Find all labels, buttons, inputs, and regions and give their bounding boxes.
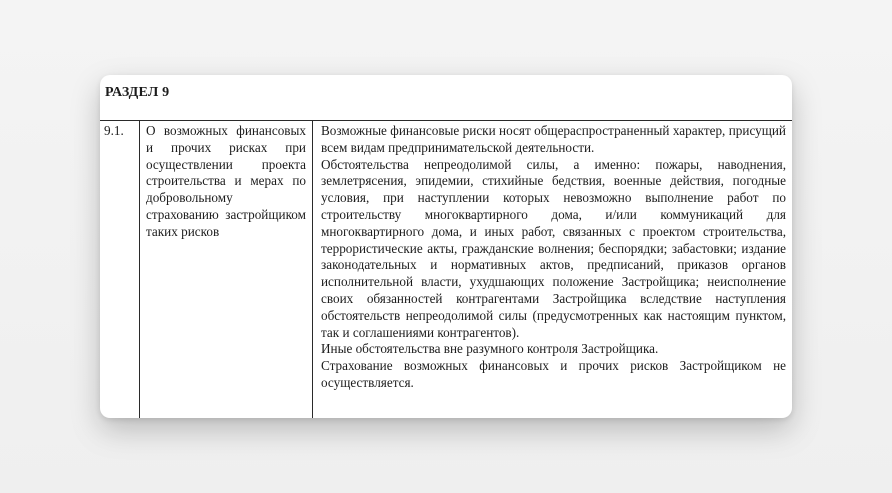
content-paragraph-insurance: Страхование возможных финансовых и прочих рисков Застройщиком не осуществляется. [321, 358, 786, 390]
row-number: 9.1. [104, 123, 124, 138]
content-paragraph-force-majeure: Обстоятельства непреодолимой силы, а именно: пожары, наводнения, землетрясения, эпидемии, стихийные бедствия, военные действия, погодные условия, при наступлении которых невозможно выполнение работ по строительству многоквартирного дома, и/или коммуникаций для многоквартирного дома, и иных работ, связанных с проектом строительства, террористические акты, гражданские волнения; беспорядки; забастовки; издание законодательных и нормативных актов, предписаний, приказов органов исполнительной власти, ухудшающих положение Застройщика; неисполнение своих обязанностей контрагентами Застройщика вследствие наступления обстоятельств непреодолимой силы (предусмотренных как настоящим пунктом, так и соглашениями контрагентов). [321, 156, 786, 340]
table-top-border [100, 120, 792, 121]
risk-table [100, 120, 792, 418]
document-card [100, 75, 792, 418]
row-content [321, 123, 786, 392]
content-paragraph-risks: Возможные финансовые риски носят общераспространенный характер, присущий всем видам предпринимательской деятельности. [321, 123, 786, 155]
section-title: РАЗДЕЛ 9 [105, 85, 170, 100]
column-divider-2 [312, 120, 313, 418]
row-topic: О возможных финансовых и прочих рисках при осуществлении проекта строительства и мерах по добровольному страхованию застройщиком таких рисков [146, 123, 306, 239]
content-paragraph-other: Иные обстоятельства вне разумного контроля Застройщика. [321, 341, 659, 357]
column-divider-1 [139, 120, 140, 418]
